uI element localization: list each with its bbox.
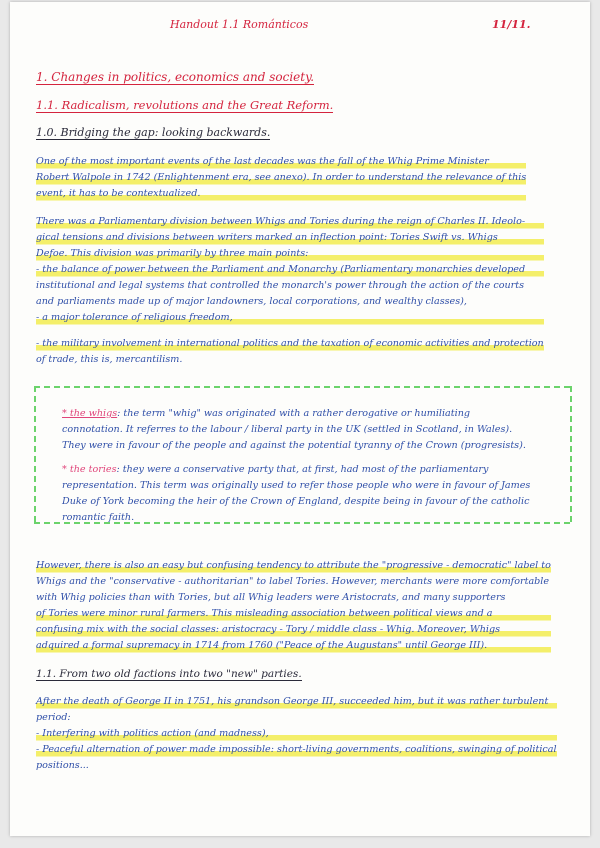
box-right-border xyxy=(570,386,572,522)
tories-label: * the tories xyxy=(62,464,117,475)
text-line: of trade, this is, mercantilism. xyxy=(36,354,183,365)
text-line: with Whig policies than with Tories, but all Whig leaders were Aristocrats, and many supporters xyxy=(36,592,506,603)
text-line: institutional and legal systems that controlled the monarch's power through the action of the courts xyxy=(36,280,525,291)
text-line: period: xyxy=(36,712,71,723)
text-line: : the term "whig" was originated with a rather derogative or humiliating xyxy=(117,408,471,419)
text-line: - Interfering with politics action (and madness), xyxy=(36,726,557,742)
paragraph-3 xyxy=(36,558,551,654)
text-line: After the death of George II in 1751, his grandson George III, succeeded him, but it was rather turbulent xyxy=(36,694,557,710)
text-line: : they were a conservative party that, at first, had most of the parliamentary xyxy=(116,464,489,475)
tories-definition xyxy=(62,462,530,526)
text-line: representation. This term was originally used to refer those people who were in favour of James xyxy=(62,480,531,491)
handout-page xyxy=(10,2,590,836)
text-line: Defoe. This division was primarily by three main points: xyxy=(36,246,544,262)
section-subheading: 1.1. Radicalism, revolutions and the Great Reform. xyxy=(36,98,334,112)
subsection-heading: 1.0. Bridging the gap: looking backwards. xyxy=(36,126,271,139)
text-line: They were in favour of the people and against the potential tyranny of the Crown (progresists). xyxy=(62,440,526,451)
box-left-border xyxy=(34,386,36,522)
text-line: of Tories were minor rural farmers. This misleading association between political views and a xyxy=(36,606,551,622)
text-line: connotation. It referres to the labour / liberal party in the UK (settled in Scotland, in Wales). xyxy=(62,424,513,435)
whigs-label: * the whigs xyxy=(62,408,118,419)
paragraph-1 xyxy=(36,154,526,202)
text-line: - Peaceful alternation of power made impossible: short-living governments, coalitions, swinging of political xyxy=(36,742,557,758)
text-line: - the balance of power between the Parliament and Monarchy (Parliamentary monarchies developed xyxy=(36,262,544,278)
text-line: confusing mix with the social classes: aristocracy - Tory / middle class - Whig. Moreover, Whigs xyxy=(36,622,551,638)
section-heading: 1. Changes in politics, economics and society. xyxy=(36,70,315,84)
text-line: positions... xyxy=(36,760,89,771)
text-line: Duke of York becoming the heir of the Crown of England, despite being in favour of the catholic xyxy=(62,496,530,507)
text-line: romantic faith. xyxy=(62,512,135,523)
subsection-2-heading: 1.1. From two old factions into two "new" parties. xyxy=(36,668,302,680)
text-line: However, there is also an easy but confusing tendency to attribute the "progressive - democratic" label to xyxy=(36,558,551,574)
text-line: There was a Parliamentary division between Whigs and Tories during the reign of Charles II. Ideolo- xyxy=(36,214,544,230)
paragraph-4 xyxy=(36,694,557,774)
paragraph-2 xyxy=(36,214,544,368)
text-line: gical tensions and divisions between writers marked an inflection point: Tories Swift vs. Whigs xyxy=(36,230,544,246)
text-line: - the military involvement in international politics and the taxation of economic activities and protection xyxy=(36,336,544,352)
page-number: 11/11. xyxy=(492,18,531,31)
text-line: adquired a formal supremacy in 1714 from 1760 ("Peace of the Augustans" until George III). xyxy=(36,638,551,654)
text-line: - a major tolerance of religious freedom, xyxy=(36,310,544,326)
box-top-border xyxy=(34,386,570,388)
text-line: One of the most important events of the last decades was the fall of the Whig Prime Minister xyxy=(36,154,526,170)
whigs-definition xyxy=(62,406,526,454)
handout-title: Handout 1.1 Románticos xyxy=(170,18,309,31)
text-line: Whigs and the "conservative - authoritarian" to label Tories. However, merchants were more comfortable xyxy=(36,576,550,587)
text-line: event, it has to be contextualized. xyxy=(36,186,526,202)
text-line: and parliaments made up of major landowners, local corporations, and wealthy classes), xyxy=(36,296,467,307)
text-line: Robert Walpole in 1742 (Enlightenment era, see anexo). In order to understand the relevance of this xyxy=(36,170,526,186)
